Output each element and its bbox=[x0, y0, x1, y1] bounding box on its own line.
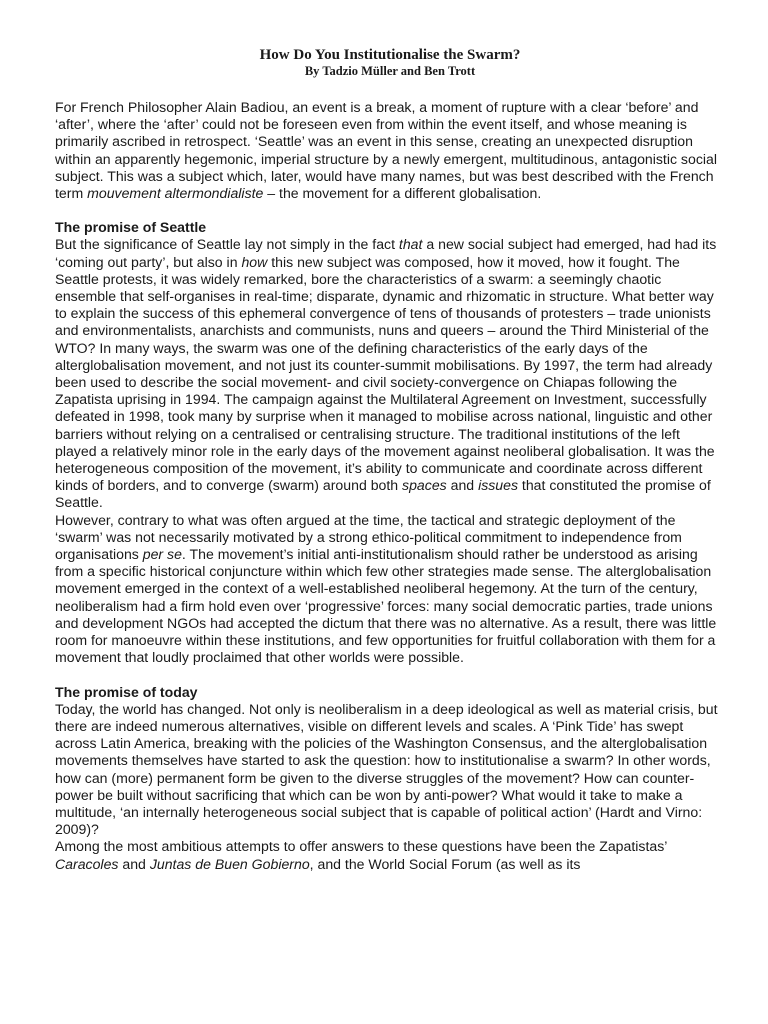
today-paragraph-2 bbox=[55, 838, 725, 872]
seattle-p1-emphasis-3: spaces bbox=[402, 477, 447, 494]
intro-emphasis-1: mouvement altermondialiste bbox=[87, 185, 264, 202]
document-title: How Do You Institutionalise the Swarm? bbox=[259, 47, 521, 63]
document-page bbox=[55, 0, 725, 873]
seattle-p1-emphasis-4: issues bbox=[478, 477, 519, 494]
seattle-paragraph-1 bbox=[55, 236, 725, 511]
seattle-p1-text-4: and bbox=[446, 477, 479, 494]
today-p2-text-2: and bbox=[118, 855, 150, 872]
section-heading-promise-of-today: The promise of today bbox=[55, 683, 198, 700]
seattle-p1-emphasis-1: that bbox=[398, 236, 423, 253]
today-p2-emphasis-1: Caracoles bbox=[55, 855, 119, 872]
today-paragraph-1: Today, the world has changed. Not only is neoliberalism in a deep ideological as well as material crisis, but there are indeed numerous alternatives, visible on different levels and scales. A ‘Pink Tide’ has swept across Latin America, breaking with the policies of the Washington Consensus, and the alterglobalisation movements themselves have started to ask the question: how to institutionalise a swarm? In other words, how can (more) permanent form be given to the diverse struggles of the movement? How can counter-power be built without sacrificing that which can be won by anti-power? What would it take to make a multitude, ‘an internally heterogeneous social subject that is capable of political action’ (Hardt and Virno: 2009)? bbox=[55, 700, 718, 838]
today-p2-emphasis-2: Juntas de Buen Gobierno bbox=[149, 855, 310, 872]
document-byline: By Tadzio Müller and Ben Trott bbox=[304, 64, 476, 78]
today-p2-text-1: Among the most ambitious attempts to offer answers to these questions have been the Zapatistas’ bbox=[55, 838, 667, 855]
seattle-p2-emphasis-1: per se bbox=[142, 546, 182, 563]
seattle-paragraph-2 bbox=[55, 512, 725, 667]
seattle-p2-text-2: . The movement’s initial anti-institutionalism should rather be understood as arising from a specific historical conjuncture within which few other strategies made sense. The alterglobalisation movement emerged in the context of a well-established neoliberal hegemony. At the turn of the century, neoliberalism had a firm hold even over ‘progressive’ forces: many social democratic parties, trade unions and development NGOs had accepted the dictum that there was no alternative. As a result, there was little room for manoeuvre within these institutions, and few opportunities for fruitful collaboration with them for a movement that loudly proclaimed that other worlds were possible. bbox=[55, 546, 717, 666]
seattle-p1-text-1: But the significance of Seattle lay not simply in the fact bbox=[55, 236, 399, 253]
intro-text-2: – the movement for a different globalisation. bbox=[263, 185, 542, 202]
seattle-p2-text-1: However, contrary to what was often argued at the time, the tactical and strategic deployment of the ‘swarm’ was not necessarily motivated by a strong ethico-political commitment to independence from organisations bbox=[55, 511, 682, 563]
seattle-p1-emphasis-2: how bbox=[241, 253, 268, 270]
today-p2-text-3: , and the World Social Forum (as well as its bbox=[309, 855, 581, 872]
intro-paragraph bbox=[55, 99, 725, 202]
intro-text-1: For French Philosopher Alain Badiou, an event is a break, a moment of rupture with a clear ‘before’ and ‘after’, where the ‘after’ could not be foreseen even from within the event itself, and whose meaning is primarily ascribed in retrospect. ‘Seattle’ was an event in this sense, creating an unexpected disruption within an apparently hegemonic, imperial structure by a newly emergent, multitudinous, antagonistic social subject. This was a subject which, later, would have many names, but was best described with the French term bbox=[55, 99, 717, 202]
seattle-p1-text-5: that constituted the promise of Seattle. bbox=[55, 477, 711, 511]
seattle-p1-text-2: a new social subject had emerged, had had its ‘coming out party’, but also in bbox=[55, 236, 717, 270]
section-heading-promise-of-seattle: The promise of Seattle bbox=[55, 219, 207, 236]
seattle-p1-text-3: this new subject was composed, how it moved, how it fought. The Seattle protests, it was widely remarked, bore the characteristics of a swarm: a seemingly chaotic ensemble that self-organises in real-time; disparate, dynamic and rhizomatic in structure. What better way to explain the success of this ephemeral convergence of tens of thousands of protesters – trade unionists and environmentalists, anarchists and communists, nuns and queers – around the Third Ministerial of the WTO? In many ways, the swarm was one of the defining characteristics of the early days of the alterglobalisation movement, and not just its counter-summit mobilisations. By 1997, the term had already been used to describe the social movement- and civil society-convergence on Chiapas following the Zapatista uprising in 1994. The campaign against the Multilateral Agreement on Investment, successfully defeated in 1998, took many by surprise when it managed to mobilise across national, linguistic and other barriers without relying on a centralised or centralising structure. The traditional institutions of the left played a relatively minor role in the early days of the movement against neoliberal globalisation. It was the heterogeneous composition of the movement, it’s ability to communicate and coordinate across different kinds of borders, and to converge (swarm) around both bbox=[55, 253, 715, 494]
